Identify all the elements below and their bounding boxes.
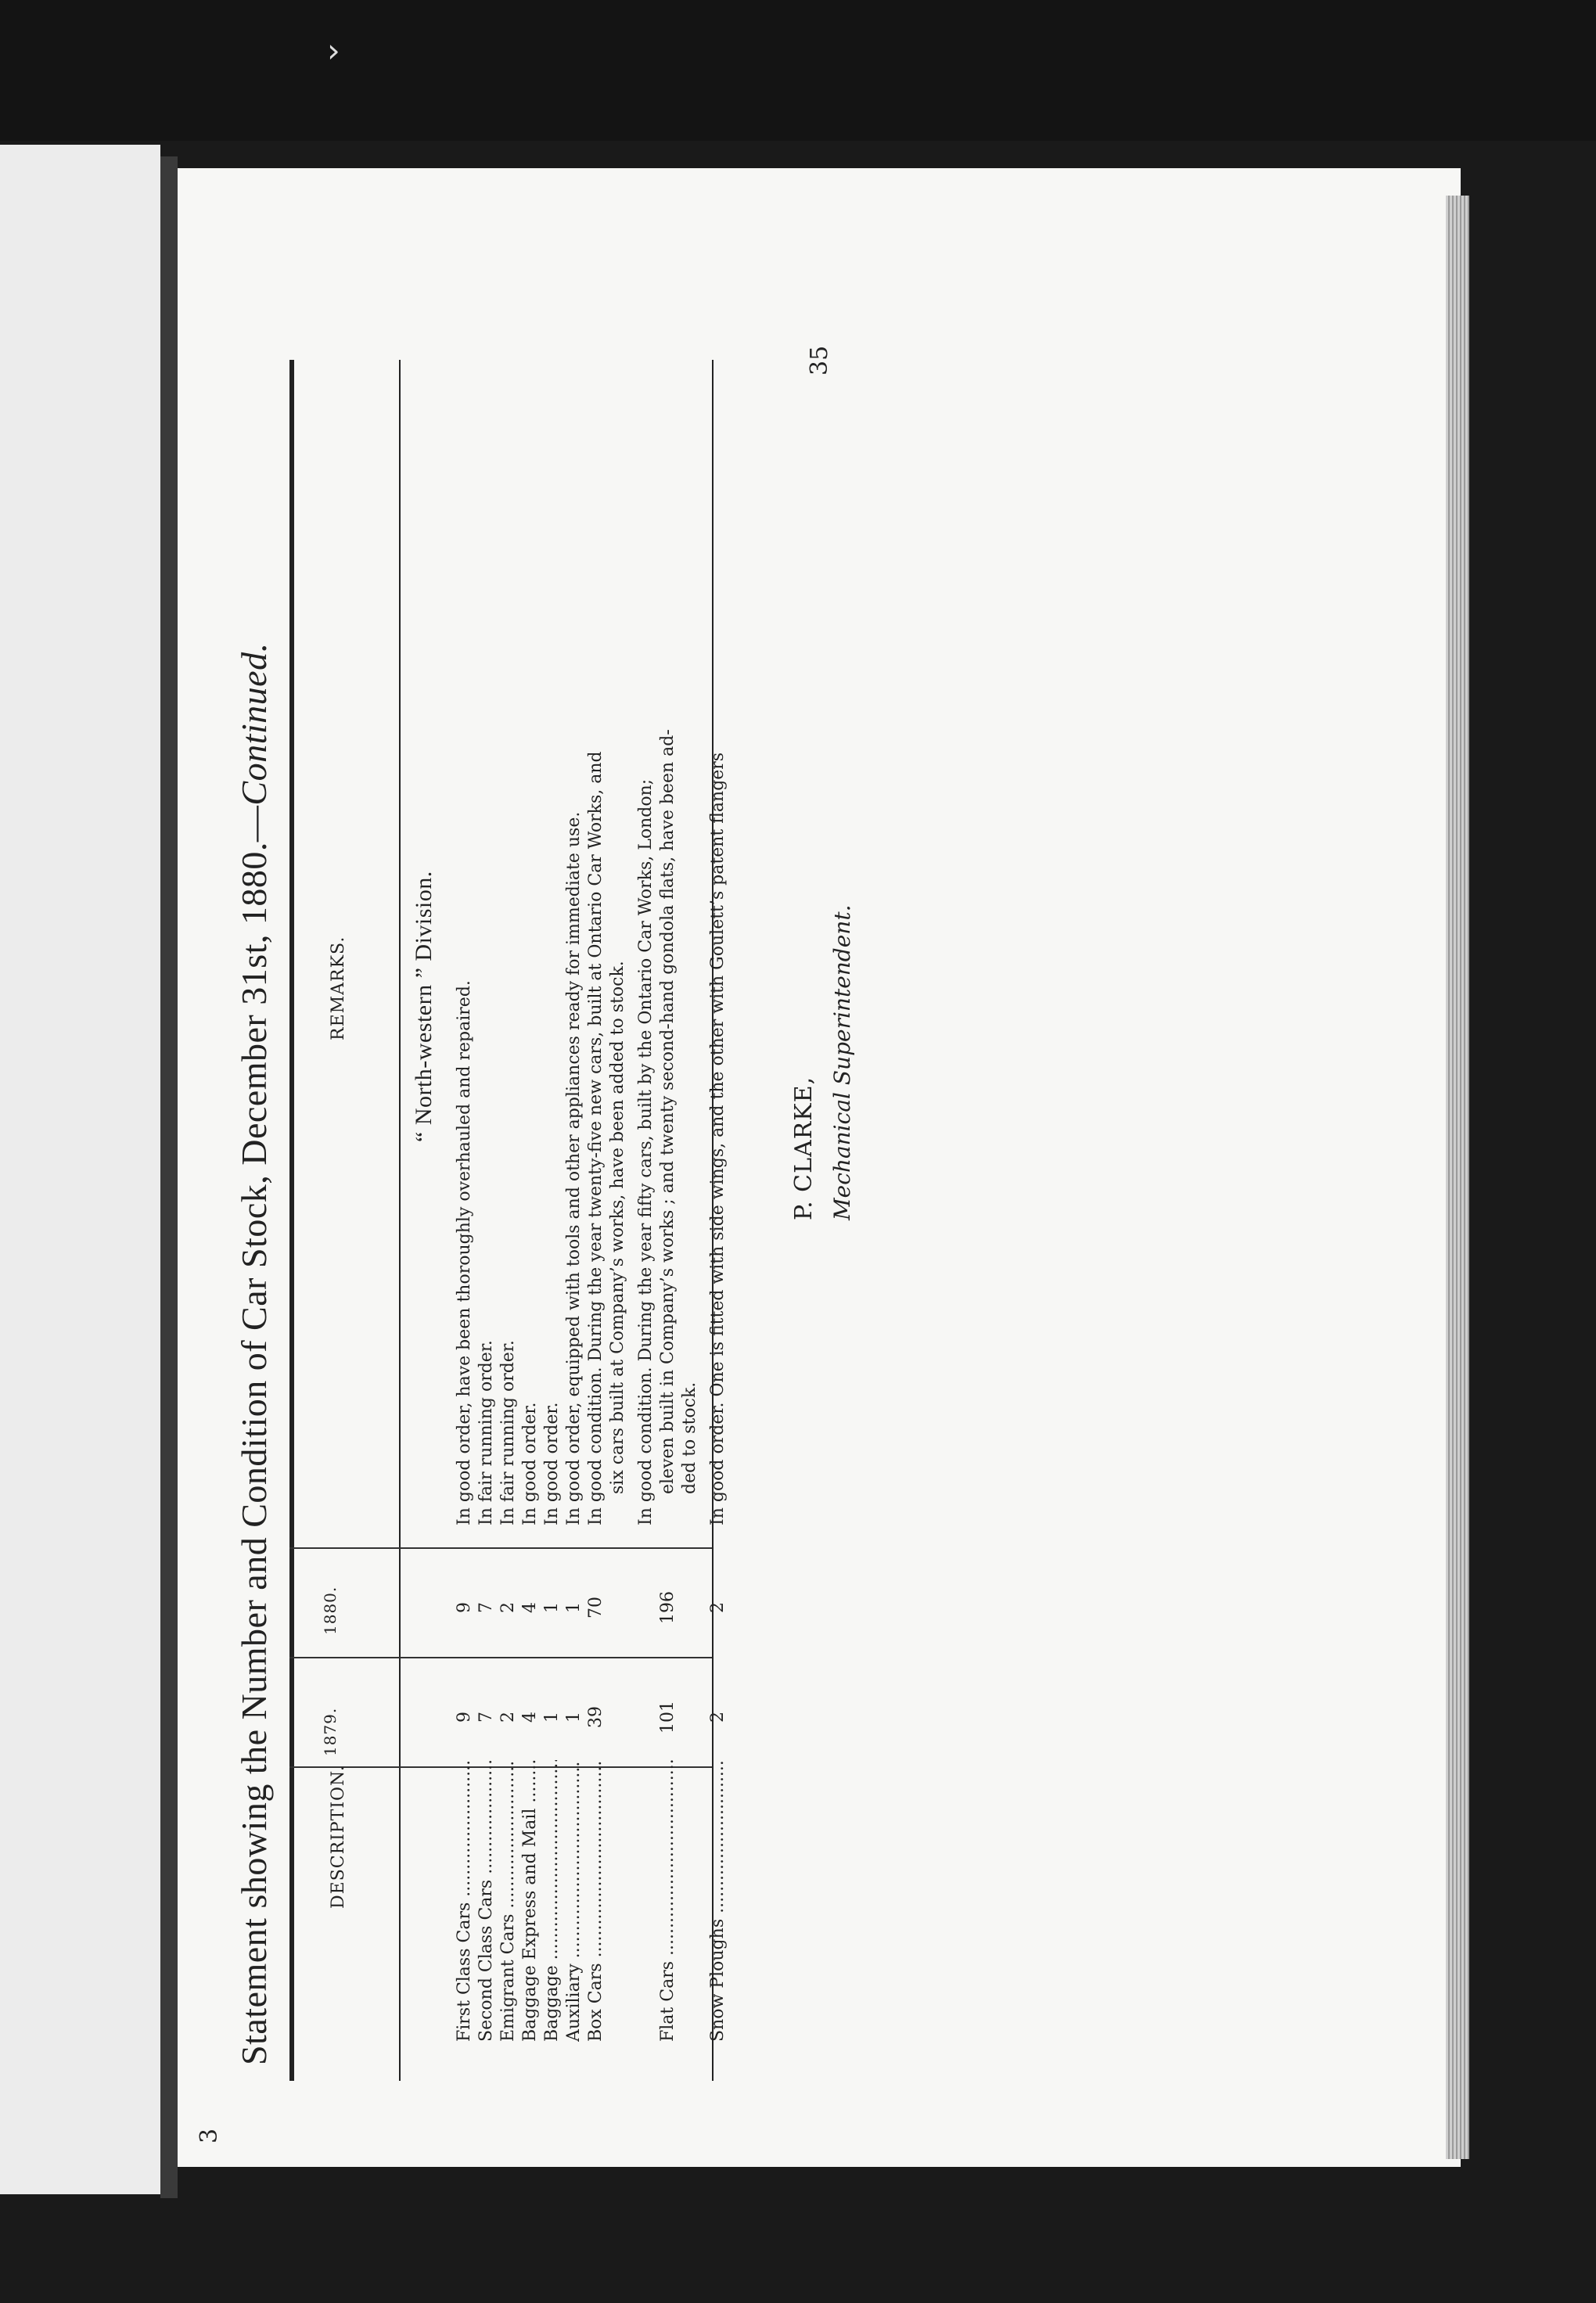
table-cell-1880: 2 [498, 1602, 518, 1613]
page-number-right: 35 [806, 345, 833, 375]
facing-page [0, 145, 160, 2194]
table-cell-1879: 9 [455, 1712, 474, 1723]
table-cell-remarks: In good order, have been thoroughly overhauled and repaired. [455, 980, 474, 1525]
table-cell-description: Auxiliary ..... [563, 1760, 585, 2042]
table-cell-1879: 39 [586, 1706, 606, 1728]
table-cell-1880: 4 [520, 1602, 540, 1613]
header-1879: 1879. [321, 1707, 340, 1756]
table-cell-1879: 7 [476, 1712, 496, 1723]
page-edges [1446, 196, 1469, 2159]
table-cell-remarks: In good order, equipped with tools and other appliances ready for immediate use. [564, 811, 584, 1525]
column-divider [289, 1657, 712, 1658]
table-cell-1880: 1 [542, 1602, 562, 1613]
table-cell-remarks: eleven built in Company’s works ; and twenty second-hand gondola flats, have been ad- [658, 729, 678, 1494]
header-1880: 1880. [321, 1586, 340, 1635]
table-cell-remarks: In good order. [520, 1402, 540, 1525]
table-cell-1879: 2 [708, 1712, 728, 1723]
division-heading: “ North-western ” Division. [411, 871, 437, 1142]
table-cell-description: Box Cars ..... [585, 1760, 607, 2042]
table-cell-remarks: In good condition. During the year twenty-five new cars, built at Ontario Car Works, and [586, 751, 606, 1525]
table-cell-remarks: In good order. [542, 1402, 562, 1525]
table-cell-remarks: In fair running order. [476, 1340, 496, 1525]
table-cell-description: Baggage Express and Mail ..... [519, 1760, 541, 2042]
table-top-rule [289, 360, 294, 2081]
table-cell-1879: 2 [498, 1712, 518, 1723]
table-cell-1880: 9 [455, 1602, 474, 1613]
table-cell-description: Snow Ploughs ..... [707, 1760, 729, 2042]
table-cell-description: Emigrant Cars ..... [498, 1760, 519, 2042]
header-remarks: REMARKS. [329, 936, 348, 1040]
title-text: Statement showing the Number and Condition of Car Stock, December 31st, 1880. [234, 842, 274, 2065]
table-cell-description: Flat Cars ..... [657, 1760, 679, 2042]
table-cell-remarks: In fair running order. [498, 1340, 518, 1525]
table-cell-1879: 1 [542, 1712, 562, 1723]
table-cell-description: Second Class Cars ..... [476, 1760, 498, 2042]
table-cell-1880: 1 [564, 1602, 584, 1613]
corner-mark: › [327, 31, 340, 70]
signature-name: P. CLARKE, [790, 1076, 818, 1220]
scanner-background [0, 0, 1596, 141]
table-cell-remarks: In good order. One is fitted with side wings, and the other with Goulett’s patent flangers [708, 752, 728, 1525]
table-cell-description: Baggage ..... [541, 1760, 563, 2042]
table-cell-remarks: In good condition. During the year fifty cars, built by the Ontario Car Works, London; [636, 778, 656, 1525]
rotated-table-content [196, 188, 1416, 2143]
table-cell-remarks: six cars built at Company’s works, have been added to stock. [608, 961, 627, 1494]
table-cell-1880: 7 [476, 1602, 496, 1613]
table-cell-1880: 70 [586, 1597, 606, 1619]
table-cell-1879: 1 [564, 1712, 584, 1723]
table-cell-1880: 2 [708, 1602, 728, 1613]
page-number-left: 3 [196, 2128, 223, 2143]
header-description: DESCRIPTION. [329, 1765, 348, 1909]
table-cell-1879: 101 [658, 1701, 678, 1734]
book-gutter [160, 156, 178, 2198]
title-continued: Continued. [234, 642, 274, 806]
table-cell-description: First Class Cars ..... [454, 1760, 476, 2042]
table-cell-remarks: ded to stock. [680, 1381, 699, 1494]
page-title: Statement showing the Number and Condition of Car Stock, December 31st, 1880.—Continued. [234, 642, 274, 2065]
table-cell-1880: 196 [658, 1591, 678, 1624]
signature-title: Mechanical Superintendent. [829, 904, 855, 1220]
column-divider [289, 1547, 712, 1549]
table-cell-1879: 4 [520, 1712, 540, 1723]
header-rule [399, 360, 401, 2081]
